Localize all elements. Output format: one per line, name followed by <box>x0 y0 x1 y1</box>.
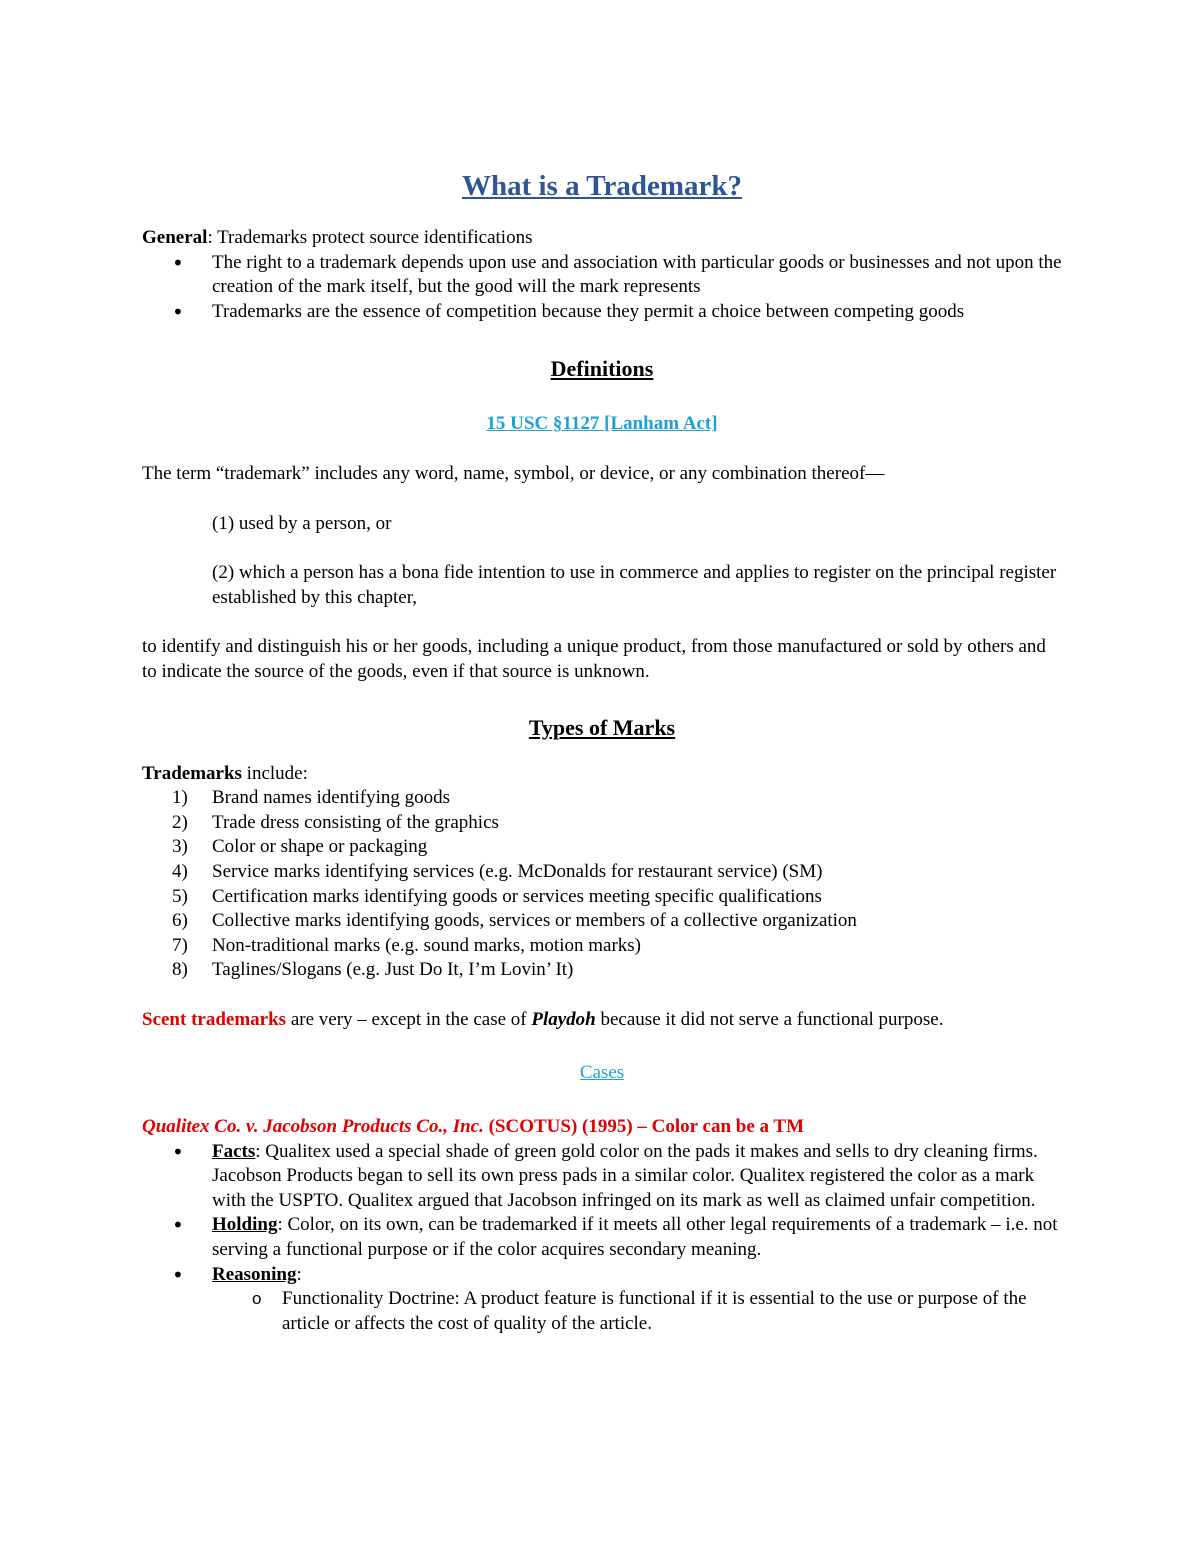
case-bullet-list <box>142 1140 1062 1337</box>
list-item <box>142 835 1062 860</box>
types-heading: Types of Marks <box>528 714 676 740</box>
list-text: Certification marks identifying goods or services meeting specific qualifications <box>212 885 822 907</box>
list-item <box>142 786 1062 811</box>
list-item <box>142 811 1062 836</box>
reasoning-label: Reasoning <box>212 1263 297 1285</box>
reasoning-sub-list <box>212 1287 1062 1336</box>
document-body <box>142 168 1062 1336</box>
case-holding <box>142 1213 1062 1262</box>
list-number: 6) <box>172 910 188 932</box>
page-title: What is a Trademark? <box>461 170 743 202</box>
list-number: 5) <box>172 885 188 907</box>
list-number: 1) <box>172 787 188 809</box>
definitions-heading: Definitions <box>550 356 654 382</box>
scent-playdoh: Playdoh <box>531 1008 596 1030</box>
list-item <box>142 909 1062 934</box>
statute-link-line <box>142 412 1062 437</box>
list-item <box>142 885 1062 910</box>
list-item <box>142 934 1062 959</box>
list-item: • The right to a trademark depends upon use and association with particular goods or businesses and not upon the creation of the mark itself, but the good will the mark represents <box>142 251 1062 300</box>
types-lead-rest: include: <box>241 762 308 784</box>
scent-mid: are very – except in the case of <box>286 1008 532 1030</box>
list-number: 7) <box>172 934 188 956</box>
types-lead <box>142 762 1062 787</box>
definition-intro: The term “trademark” includes any word, name, symbol, or device, or any combination thereof— <box>142 462 885 484</box>
list-number: 2) <box>172 811 188 833</box>
list-text: Collective marks identifying goods, services or members of a collective organization <box>212 910 857 932</box>
types-numbered-list <box>142 786 1062 983</box>
definition-clause-1: (1) used by a person, or <box>212 512 392 534</box>
list-item <box>142 860 1062 885</box>
list-item: o Functionality Doctrine: A product feature is functional if it is essential to the use or purpose of the article or affects the cost of quality of the article. <box>142 1287 1062 1336</box>
list-number: 3) <box>172 836 188 858</box>
list-text: Taglines/Slogans (e.g. Just Do It, I’m Lovin’ It) <box>212 959 574 981</box>
reasoning-text: : <box>296 1263 302 1285</box>
definition-clause-2: (2) which a person has a bona fide intention to use in commerce and applies to register on the principal register established by this chapter, <box>212 562 1057 608</box>
general-label: General <box>142 227 208 248</box>
general-text: : Trademarks protect source identifications <box>207 227 533 248</box>
facts-text: : Qualitex used a special shade of green gold color on the pads it makes and sells to dry cleaning firms. Jacobson Products began to sell its own press pads in a similar color. Qualitex registered the color as a mark with the USPTO. Qualitex argued that Jacobson infringed on its mark as well as claimed unfair competition. <box>212 1140 1038 1211</box>
case-reasoning <box>142 1263 1062 1337</box>
case-meta: (SCOTUS) (1995) – Color can be a TM <box>483 1116 805 1138</box>
case-name: Qualitex Co. v. Jacobson Products Co., Inc. <box>142 1116 484 1138</box>
list-number: 8) <box>172 959 188 981</box>
types-lead-bold: Trademarks <box>142 762 242 784</box>
list-text: Color or shape or packaging <box>212 836 428 858</box>
list-text: Service marks identifying services (e.g. McDonalds for restaurant service) (SM) <box>212 860 823 882</box>
general-bullet-list <box>142 251 1062 325</box>
general-paragraph <box>142 226 1062 251</box>
case-title <box>142 1115 1062 1140</box>
scent-label: Scent trademarks <box>142 1008 287 1030</box>
holding-label: Holding <box>212 1214 278 1236</box>
scent-end: because it did not serve a functional purpose. <box>595 1008 944 1030</box>
facts-label: Facts <box>212 1140 256 1162</box>
definition-conclusion: to identify and distinguish his or her goods, including a unique product, from those manufactured or sold by others and to indicate the source of the goods, even if that source is unknown. <box>142 636 1046 682</box>
list-text: Brand names identifying goods <box>212 787 450 809</box>
holding-text: : Color, on its own, can be trademarked if it meets all other legal requirements of a trademark – i.e. not serving a functional purpose or if the color acquires secondary meaning. <box>212 1214 1058 1261</box>
scent-paragraph <box>142 1008 1062 1033</box>
list-item: • Trademarks are the essence of competition because they permit a choice between competing goods <box>142 300 1062 325</box>
cases-heading[interactable]: Cases <box>579 1062 625 1084</box>
list-number: 4) <box>172 860 188 882</box>
cases-heading-line <box>142 1061 1062 1086</box>
list-text: Non-traditional marks (e.g. sound marks, motion marks) <box>212 934 642 956</box>
case-facts <box>142 1140 1062 1214</box>
list-text: Trade dress consisting of the graphics <box>212 811 499 833</box>
list-item <box>142 958 1062 983</box>
statute-link[interactable]: 15 USC §1127 [Lanham Act] <box>486 413 718 435</box>
